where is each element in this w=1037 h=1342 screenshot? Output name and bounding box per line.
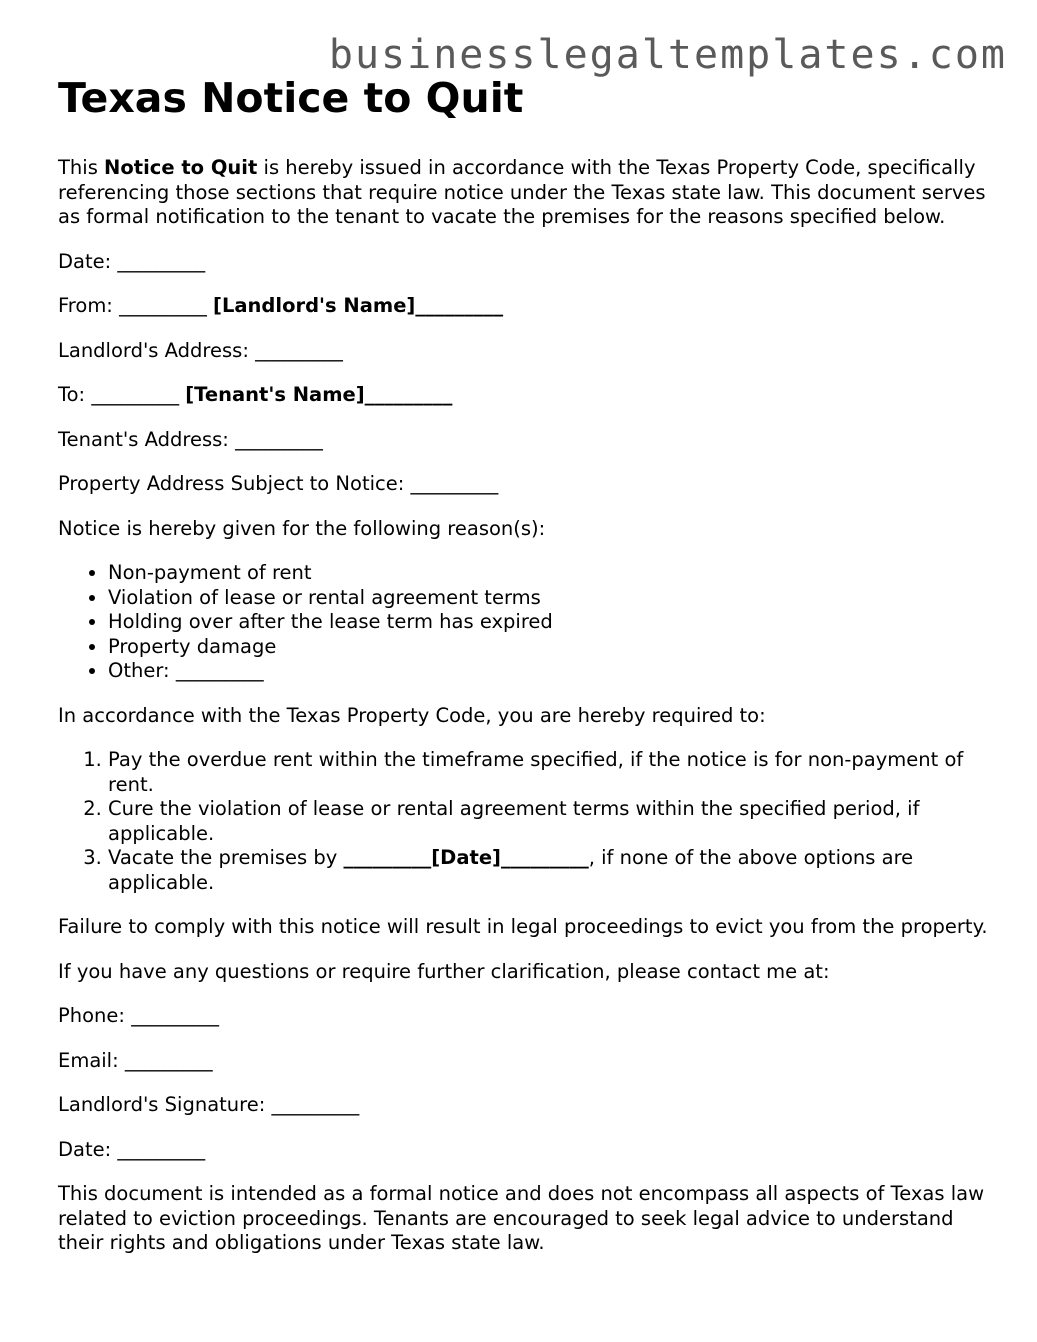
list-item: • Property damage xyxy=(108,635,998,660)
vacate-blank-after[interactable]: _________ xyxy=(500,846,589,869)
email-label: Email: xyxy=(58,1048,119,1072)
landlord-name-placeholder: [Landlord's Name] xyxy=(213,294,416,317)
requirements-list xyxy=(58,748,998,895)
vacate-date-placeholder: [Date] xyxy=(431,846,501,869)
page-title: Texas Notice to Quit xyxy=(58,74,524,122)
signature-field xyxy=(58,1093,998,1118)
tenant-name-blank[interactable]: _________ xyxy=(364,383,453,406)
signature-date-blank[interactable]: _________ xyxy=(117,1137,206,1161)
phone-field xyxy=(58,1004,998,1029)
tenant-address-label: Tenant's Address: xyxy=(58,427,229,451)
landlord-address-field xyxy=(58,339,998,364)
to-blank[interactable]: _________ xyxy=(91,383,180,406)
requirements-intro: In accordance with the Texas Property Code, you are hereby required to: xyxy=(58,703,766,727)
from-blank[interactable]: _________ xyxy=(119,294,207,317)
reasons-list xyxy=(58,561,998,684)
other-blank[interactable]: _________ xyxy=(175,659,264,682)
to-field xyxy=(58,383,998,408)
property-address-field xyxy=(58,472,998,497)
intro-post: is hereby issued in accordance with the Texas Property Code, specifically referencing those sections that require notice under the Texas state law. This document serves as formal notification to the tenant to vacate the premises for the reasons specified below. xyxy=(58,156,986,228)
other-label: Other: xyxy=(108,659,170,682)
list-item xyxy=(108,846,998,895)
intro-paragraph xyxy=(58,156,998,230)
tenant-address-field xyxy=(58,428,998,453)
landlord-address-blank[interactable]: _________ xyxy=(255,338,343,362)
vacate-pre: Vacate the premises by xyxy=(108,846,344,869)
to-label: To: xyxy=(58,383,86,406)
landlord-name-field xyxy=(213,294,503,317)
failure-paragraph: Failure to comply with this notice will result in legal proceedings to evict you from the property. xyxy=(58,915,988,938)
date-blank[interactable]: _________ xyxy=(117,249,206,273)
phone-blank[interactable]: _________ xyxy=(131,1004,219,1027)
intro-bold: Notice to Quit xyxy=(104,156,258,179)
property-address-blank[interactable]: _________ xyxy=(410,472,499,495)
signature-date-label: Date: xyxy=(58,1137,112,1161)
date-label: Date: xyxy=(58,249,112,273)
reasons-intro: Notice is hereby given for the following reason(s): xyxy=(58,516,546,540)
landlord-name-blank[interactable]: _________ xyxy=(415,294,504,317)
phone-label: Phone: xyxy=(58,1004,125,1027)
watermark: businesslegaltemplates.com xyxy=(328,32,1007,78)
vacate-post: , if none of the above options are applicable. xyxy=(108,846,914,894)
vacate-blank-before[interactable]: _________ xyxy=(343,846,432,869)
property-address-label: Property Address Subject to Notice: xyxy=(58,472,405,495)
tenant-address-blank[interactable]: _________ xyxy=(235,427,323,451)
signature-date-field xyxy=(58,1138,998,1163)
tenant-name-placeholder: [Tenant's Name] xyxy=(185,383,365,406)
closing-paragraph: This document is intended as a formal notice and does not encompass all aspects of Texas law related to eviction proceedings. Tenants are encouraged to seek legal advice to understand their rights and obligations under Texas state law. xyxy=(58,1182,985,1254)
list-item: • Violation of lease or rental agreement terms xyxy=(108,586,998,611)
list-item xyxy=(108,659,998,684)
contact-intro: If you have any questions or require further clarification, please contact me at: xyxy=(58,959,830,983)
email-blank[interactable]: _________ xyxy=(124,1048,213,1072)
list-item: • Non-payment of rent xyxy=(108,561,998,586)
date-field xyxy=(58,250,998,275)
document-body xyxy=(58,74,998,1276)
list-item: 1. Pay the overdue rent within the timeframe specified, if the notice is for non-payment of rent. xyxy=(108,748,998,797)
intro-pre: This xyxy=(58,156,105,179)
tenant-name-field xyxy=(185,383,452,406)
email-field xyxy=(58,1049,998,1074)
vacate-date-field xyxy=(344,846,589,869)
list-item: 2. Cure the violation of lease or rental agreement terms within the specified period, if applicable. xyxy=(108,797,998,846)
signature-label: Landlord's Signature: xyxy=(58,1093,266,1116)
signature-blank[interactable]: _________ xyxy=(271,1093,360,1116)
list-item: • Holding over after the lease term has expired xyxy=(108,610,998,635)
from-field xyxy=(58,294,998,319)
landlord-address-label: Landlord's Address: xyxy=(58,338,249,362)
from-label: From: xyxy=(58,294,113,317)
